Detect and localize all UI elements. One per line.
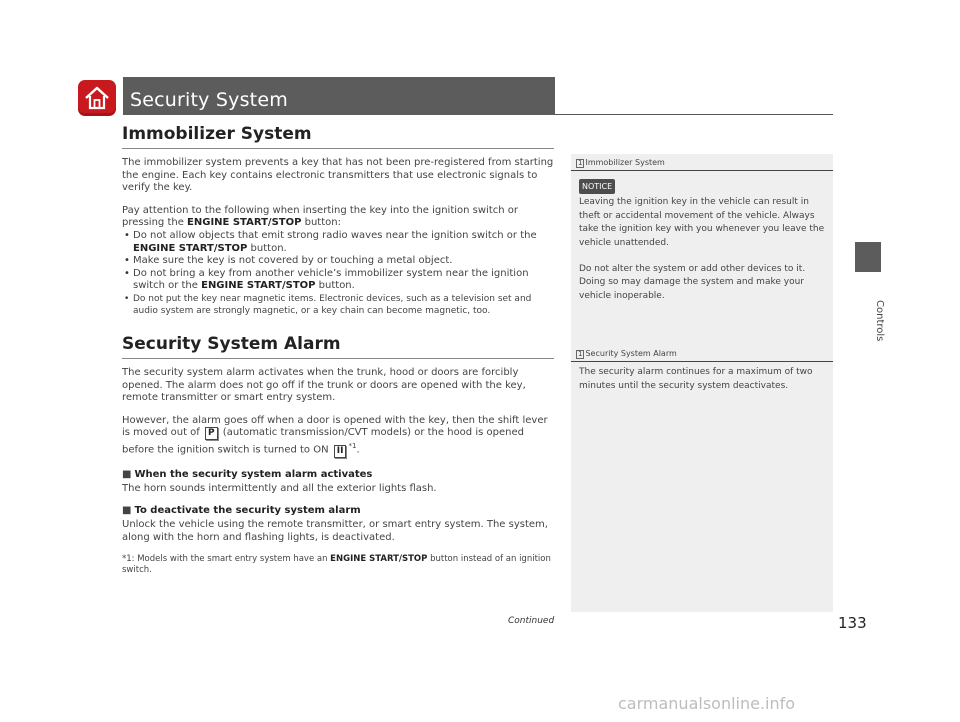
alarm-deactivate-heading: ■ To deactivate the security system alarm (122, 505, 554, 516)
immobilizer-intro: The immobilizer system prevents a key that has not been pre-registered from starting the engine. Each key contains electronic transmitters that use electronic signals to verify the key. (122, 157, 554, 194)
shift-p-key: P (205, 427, 218, 440)
notice-text: Leaving the ignition key in the vehicle can result in theft or accidental movement of the vehicle. Always take the ignition key with you whenever you leave the vehicle unattended. (579, 197, 825, 248)
continued-label: Continued (508, 616, 555, 626)
footnote-ref: *1 (348, 442, 357, 451)
home-icon (83, 84, 111, 112)
alarm-heading: Security System Alarm (122, 334, 554, 359)
section-header (123, 77, 555, 115)
alarm-activates-text: The horn sounds intermittently and all the exterior lights flash. (122, 482, 437, 494)
footnote: *1: Models with the smart entry system have an ENGINE START/STOP button instead of an ignition switch. (122, 554, 551, 576)
list-item: • Make sure the key is not covered by or touching a metal object. (122, 255, 554, 268)
page-title: Security System (130, 89, 288, 111)
cross-reference-icon: 1 (578, 159, 583, 167)
immobilizer-bullet-list (122, 230, 554, 317)
page-number: 133 (838, 614, 867, 632)
cross-reference-icon: 1 (578, 350, 583, 359)
alarm-intro: The security system alarm activates when the trunk, hood or doors are forcibly opened. The alarm does not go off if the trunk or doors are opened with the key, remote transmitter or smart entry system. (122, 366, 526, 404)
home-button[interactable] (78, 80, 116, 116)
watermark-text: carmanualsonline.info (618, 694, 796, 713)
alarm-note-title: 1 Security System Alarm (571, 345, 833, 362)
list-item: • Do not bring a key from another vehicle’s immobilizer system near the ignition switch or the ENGINE START/STOP button. (122, 268, 554, 293)
sidebar-chapter-tab[interactable] (855, 242, 881, 272)
alarm-deactivate-text: Unlock the vehicle using the remote transmitter, or smart entry system. The system, along with the horn and flashing lights, is deactivated. (122, 519, 548, 543)
header-rule (555, 114, 833, 115)
alarm-activates-heading: ■ When the security system alarm activates (122, 469, 554, 480)
immobilizer-instructions: Pay attention to the following when inserting the key into the ignition switch or pressing the ENGINE START/STOP button: (122, 204, 518, 229)
ignition-ii-key: II (334, 445, 347, 458)
main-content (122, 124, 554, 576)
alarm-note-body: The security alarm continues for a maximum of two minutes until the security system deactivates. (579, 367, 813, 391)
notice-badge: NOTICE (579, 179, 615, 194)
side-notes-panel (571, 154, 833, 612)
immobilizer-note-body (571, 171, 833, 303)
immobilizer-note-title: 1 Immobilizer System (571, 154, 833, 171)
sidebar-chapter-label: Controls (874, 300, 885, 342)
notice-text-2: Do not alter the system or add other devices to it. Doing so may damage the system and make your vehicle inoperable. (579, 264, 806, 301)
immobilizer-heading: Immobilizer System (122, 124, 554, 149)
alarm-trigger-text: However, the alarm goes off when a door is opened with the key, then the shift lever is moved out of P (automatic transmission/CVT models) or the hood is opened before the ignition switch is turned to ON II $^{*1}$. (122, 414, 548, 456)
list-item: • Do not allow objects that emit strong radio waves near the ignition switch or the ENGINE START/STOP button. (122, 230, 554, 255)
list-item: • Do not put the key near magnetic items. Electronic devices, such as a television set and audio system are strongly magnetic, or a key chain can become magnetic, too. (122, 293, 554, 317)
